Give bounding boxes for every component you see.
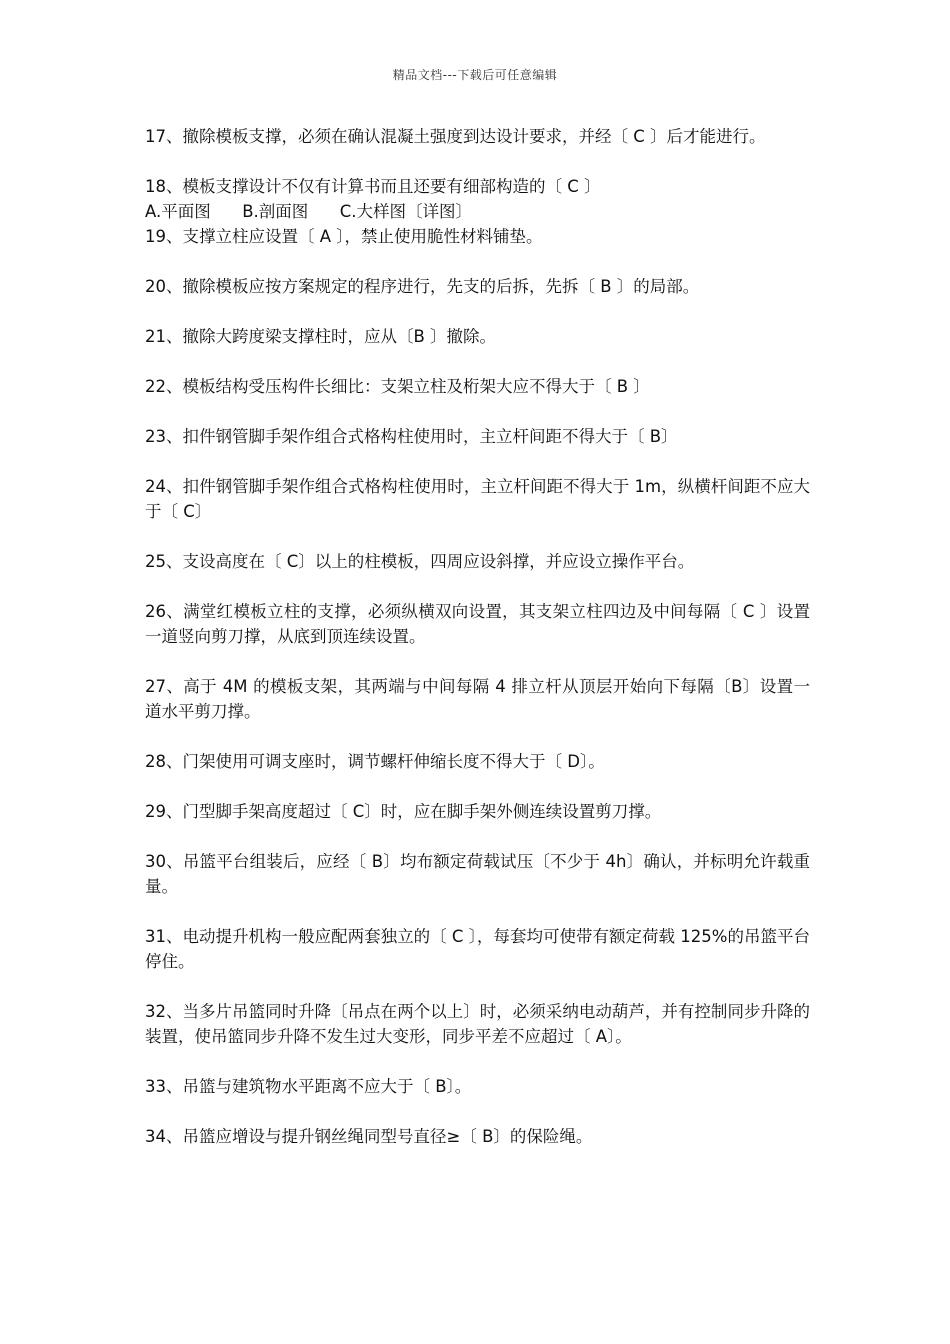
question-32: 32、当多片吊篮同时升降〔吊点在两个以上〕时，必须采纳电动葫芦，并有控制同步升降的装置，使吊篮同步升降不发生过大变形，同步平差不应超过〔 A〕。: [145, 1002, 810, 1046]
question-23: 23、扣件钢管脚手架作组合式格构柱使用时，主立杆间距不得大于〔 B〕: [145, 427, 678, 446]
question-28: 28、门架使用可调支座时，调节螺杆伸缩长度不得大于〔 D〕。: [145, 752, 605, 771]
question-21: 21、撤除大跨度梁支撑柱时，应从〔B 〕撤除。: [145, 327, 497, 346]
document-body: [145, 124, 810, 1174]
page-header: 精品文档---下载后可任意编辑: [392, 68, 558, 82]
question-18: 18、模板支撑设计不仅有计算书而且还要有细部构造的〔 C 〕: [145, 177, 601, 196]
question-29: 29、门型脚手架高度超过〔 C〕时，应在脚手架外侧连续设置剪刀撑。: [145, 802, 662, 821]
question-27: 27、高于 4M 的模板支架，其两端与中间每隔 4 排立杆从顶层开始向下每隔〔B〕设置一道水平剪刀撑。: [145, 677, 810, 721]
question-20: 20、撤除模板应按方案规定的程序进行，先支的后拆，先拆〔 B 〕的局部。: [145, 277, 700, 296]
question-22: 22、模板结构受压构件长细比：支架立柱及桁架大应不得大于〔 B 〕: [145, 377, 650, 396]
question-34: 34、吊篮应增设与提升钢丝绳同型号直径≥〔 B〕的保险绳。: [145, 1127, 593, 1146]
question-19: 19、支撑立柱应设置〔 A 〕，禁止使用脆性材料铺垫。: [145, 227, 543, 246]
question-18-options: A.平面图 B.剖面图 C.大样图〔详图〕: [145, 202, 473, 221]
question-31: 31、电动提升机构一般应配两套独立的〔 C 〕，每套均可使带有额定荷载 125%的吊篮平台停住。: [145, 927, 810, 971]
question-33: 33、吊篮与建筑物水平距离不应大于〔 B〕。: [145, 1077, 472, 1096]
question-24: 24、扣件钢管脚手架作组合式格构柱使用时，主立杆间距不得大于 1m，纵横杆间距不应大于〔 C〕: [145, 477, 810, 521]
question-25: 25、支设高度在〔 C〕以上的柱模板，四周应设斜撑，并应设立操作平台。: [145, 552, 695, 571]
question-26: 26、满堂红模板立柱的支撑，必须纵横双向设置，其支架立柱四边及中间每隔〔 C 〕设置一道竖向剪刀撑，从底到顶连续设置。: [145, 602, 810, 646]
question-17: 17、撤除模板支撑，必须在确认混凝土强度到达设计要求，并经〔 C 〕后才能进行。: [145, 127, 766, 146]
question-30: 30、吊篮平台组装后，应经〔 B〕均布额定荷载试压〔不少于 4h〕确认，并标明允许载重量。: [145, 852, 810, 896]
